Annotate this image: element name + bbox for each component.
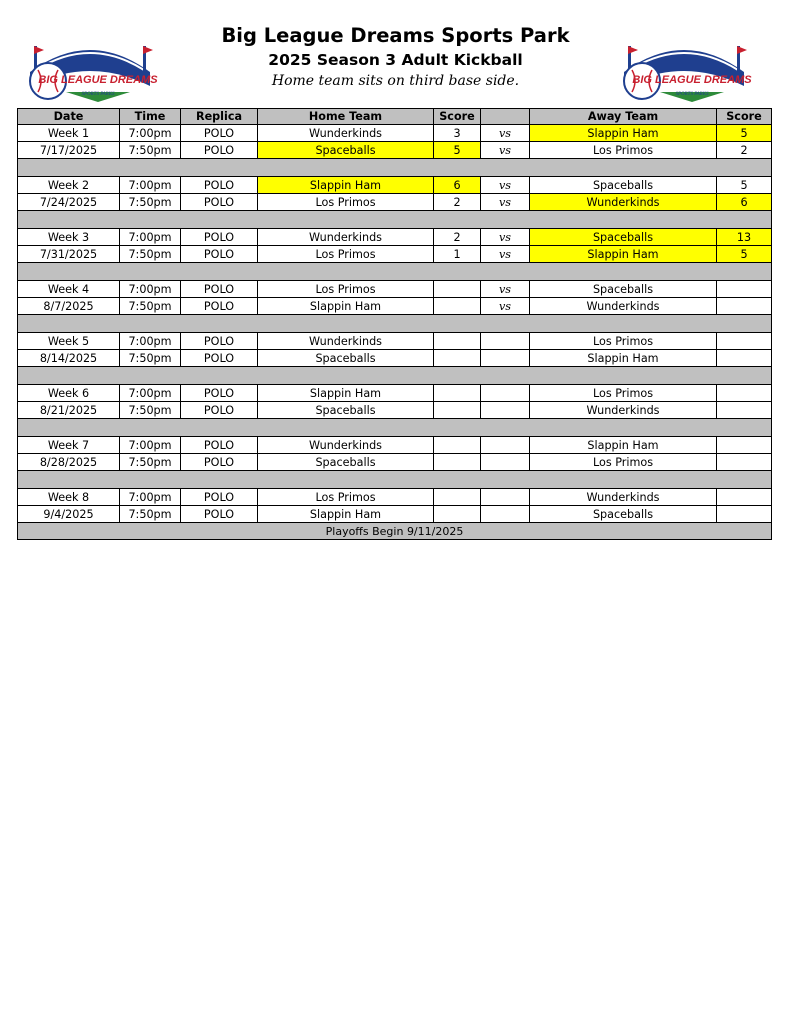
game-row [18,229,772,246]
vs-cell [481,402,530,419]
game-time-cell: 7:50pm [120,506,181,523]
game-field-cell: POLO [181,281,258,298]
vs-cell: vs [481,177,530,194]
svg-text:BIG LEAGUE DREAMS: BIG LEAGUE DREAMS [632,74,752,86]
col-header-vs [481,109,530,125]
game-field-cell: POLO [181,125,258,142]
game-date-cell: Week 1 [18,125,120,142]
away-team-cell: Los Primos [530,142,717,159]
away-team-cell: Spaceballs [530,177,717,194]
home-team-cell: Spaceballs [258,142,434,159]
game-time-cell: 7:00pm [120,229,181,246]
game-time-cell: 7:00pm [120,437,181,454]
home-score-cell [434,506,481,523]
home-team-cell: Los Primos [258,194,434,211]
game-field-cell: POLO [181,229,258,246]
game-date-cell: 7/24/2025 [18,194,120,211]
home-team-cell: Spaceballs [258,350,434,367]
vs-cell [481,489,530,506]
week-separator-row [18,367,772,385]
away-team-cell: Wunderkinds [530,402,717,419]
away-score-cell [717,437,772,454]
game-row [18,333,772,350]
svg-text:SPORTS PARKS: SPORTS PARKS [81,92,115,97]
game-date-cell: 7/31/2025 [18,246,120,263]
game-date-cell: Week 3 [18,229,120,246]
away-score-cell [717,333,772,350]
schedule-table [17,108,772,540]
home-score-cell [434,402,481,419]
col-header-home-score: Score [434,109,481,125]
svg-text:BIG LEAGUE DREAMS: BIG LEAGUE DREAMS [38,74,158,86]
home-score-cell [434,298,481,315]
away-score-cell [717,281,772,298]
week-separator [18,159,772,177]
page-title: Big League Dreams Sports Park [221,24,570,47]
vs-cell [481,333,530,350]
week-separator [18,315,772,333]
away-team-cell: Wunderkinds [530,298,717,315]
game-date-cell: 8/21/2025 [18,402,120,419]
away-score-cell: 5 [717,125,772,142]
game-date-cell: Week 8 [18,489,120,506]
game-field-cell: POLO [181,194,258,211]
home-score-cell: 2 [434,229,481,246]
game-row [18,246,772,263]
game-row [18,402,772,419]
week-separator [18,419,772,437]
away-team-cell: Spaceballs [530,229,717,246]
game-time-cell: 7:50pm [120,350,181,367]
home-team-cell: Slappin Ham [258,298,434,315]
game-field-cell: POLO [181,454,258,471]
game-date-cell: 8/28/2025 [18,454,120,471]
game-row [18,454,772,471]
game-row [18,489,772,506]
col-header-away-team: Away Team [530,109,717,125]
game-row [18,437,772,454]
playoffs-row [18,523,772,540]
away-team-cell: Spaceballs [530,281,717,298]
game-date-cell: 8/7/2025 [18,298,120,315]
game-date-cell: 9/4/2025 [18,506,120,523]
game-field-cell: POLO [181,402,258,419]
away-team-cell: Los Primos [530,385,717,402]
game-row [18,281,772,298]
away-score-cell: 2 [717,142,772,159]
vs-cell: vs [481,281,530,298]
game-field-cell: POLO [181,333,258,350]
game-date-cell: Week 2 [18,177,120,194]
game-time-cell: 7:00pm [120,281,181,298]
game-time-cell: 7:50pm [120,246,181,263]
game-row [18,385,772,402]
game-row [18,350,772,367]
home-score-cell [434,333,481,350]
away-team-cell: Wunderkinds [530,194,717,211]
game-time-cell: 7:50pm [120,402,181,419]
week-separator [18,263,772,281]
game-field-cell: POLO [181,506,258,523]
vs-cell: vs [481,229,530,246]
week-separator-row [18,211,772,229]
col-header-time: Time [120,109,181,125]
game-row [18,298,772,315]
game-field-cell: POLO [181,246,258,263]
week-separator-row [18,315,772,333]
game-time-cell: 7:50pm [120,194,181,211]
game-field-cell: POLO [181,298,258,315]
away-team-cell: Wunderkinds [530,489,717,506]
schedule-body [18,125,772,540]
game-field-cell: POLO [181,489,258,506]
vs-cell [481,350,530,367]
home-team-cell: Slappin Ham [258,177,434,194]
game-row [18,142,772,159]
game-time-cell: 7:00pm [120,125,181,142]
away-score-cell [717,402,772,419]
away-score-cell: 6 [717,194,772,211]
home-score-cell [434,385,481,402]
vs-cell [481,437,530,454]
game-time-cell: 7:00pm [120,333,181,350]
vs-cell: vs [481,142,530,159]
game-row [18,125,772,142]
away-team-cell: Spaceballs [530,506,717,523]
game-field-cell: POLO [181,350,258,367]
game-date-cell: 7/17/2025 [18,142,120,159]
game-field-cell: POLO [181,142,258,159]
game-date-cell: 8/14/2025 [18,350,120,367]
playoffs-note: Playoffs Begin 9/11/2025 [18,523,772,540]
home-score-cell: 1 [434,246,481,263]
page-subtitle: 2025 Season 3 Adult Kickball [268,51,523,69]
away-score-cell: 5 [717,177,772,194]
home-team-cell: Los Primos [258,489,434,506]
col-header-date: Date [18,109,120,125]
col-header-home-team: Home Team [258,109,434,125]
vs-cell [481,454,530,471]
game-time-cell: 7:00pm [120,177,181,194]
svg-text:SPORTS PARKS: SPORTS PARKS [675,92,709,97]
home-team-note: Home team sits on third base side. [271,73,520,89]
vs-cell: vs [481,298,530,315]
vs-cell [481,385,530,402]
away-score-cell: 13 [717,229,772,246]
game-field-cell: POLO [181,437,258,454]
home-score-cell: 2 [434,194,481,211]
game-time-cell: 7:50pm [120,454,181,471]
home-score-cell: 5 [434,142,481,159]
home-score-cell [434,489,481,506]
game-time-cell: 7:00pm [120,489,181,506]
week-separator-row [18,263,772,281]
game-row [18,506,772,523]
home-team-cell: Los Primos [258,246,434,263]
away-score-cell [717,506,772,523]
table-header-row [18,109,772,125]
week-separator-row [18,159,772,177]
game-time-cell: 7:00pm [120,385,181,402]
home-score-cell [434,350,481,367]
week-separator [18,471,772,489]
vs-cell: vs [481,125,530,142]
game-date-cell: Week 6 [18,385,120,402]
away-score-cell [717,489,772,506]
game-row [18,177,772,194]
home-score-cell [434,281,481,298]
week-separator [18,367,772,385]
vs-cell: vs [481,194,530,211]
game-date-cell: Week 7 [18,437,120,454]
game-row [18,194,772,211]
col-header-replica: Replica [181,109,258,125]
away-score-cell: 5 [717,246,772,263]
away-team-cell: Slappin Ham [530,350,717,367]
home-team-cell: Wunderkinds [258,125,434,142]
home-score-cell [434,454,481,471]
away-team-cell: Los Primos [530,333,717,350]
vs-cell [481,506,530,523]
home-score-cell [434,437,481,454]
away-score-cell [717,454,772,471]
game-field-cell: POLO [181,177,258,194]
col-header-away-score: Score [717,109,772,125]
away-score-cell [717,298,772,315]
week-separator [18,211,772,229]
home-score-cell: 3 [434,125,481,142]
game-field-cell: POLO [181,385,258,402]
home-team-cell: Slappin Ham [258,506,434,523]
away-team-cell: Slappin Ham [530,437,717,454]
home-team-cell: Wunderkinds [258,437,434,454]
home-team-cell: Spaceballs [258,402,434,419]
week-separator-row [18,419,772,437]
home-team-cell: Los Primos [258,281,434,298]
home-team-cell: Wunderkinds [258,229,434,246]
home-score-cell: 6 [434,177,481,194]
week-separator-row [18,471,772,489]
away-team-cell: Los Primos [530,454,717,471]
away-team-cell: Slappin Ham [530,125,717,142]
away-score-cell [717,350,772,367]
home-team-cell: Slappin Ham [258,385,434,402]
vs-cell: vs [481,246,530,263]
game-time-cell: 7:50pm [120,142,181,159]
home-team-cell: Spaceballs [258,454,434,471]
home-team-cell: Wunderkinds [258,333,434,350]
game-date-cell: Week 5 [18,333,120,350]
away-score-cell [717,385,772,402]
away-team-cell: Slappin Ham [530,246,717,263]
game-time-cell: 7:50pm [120,298,181,315]
game-date-cell: Week 4 [18,281,120,298]
